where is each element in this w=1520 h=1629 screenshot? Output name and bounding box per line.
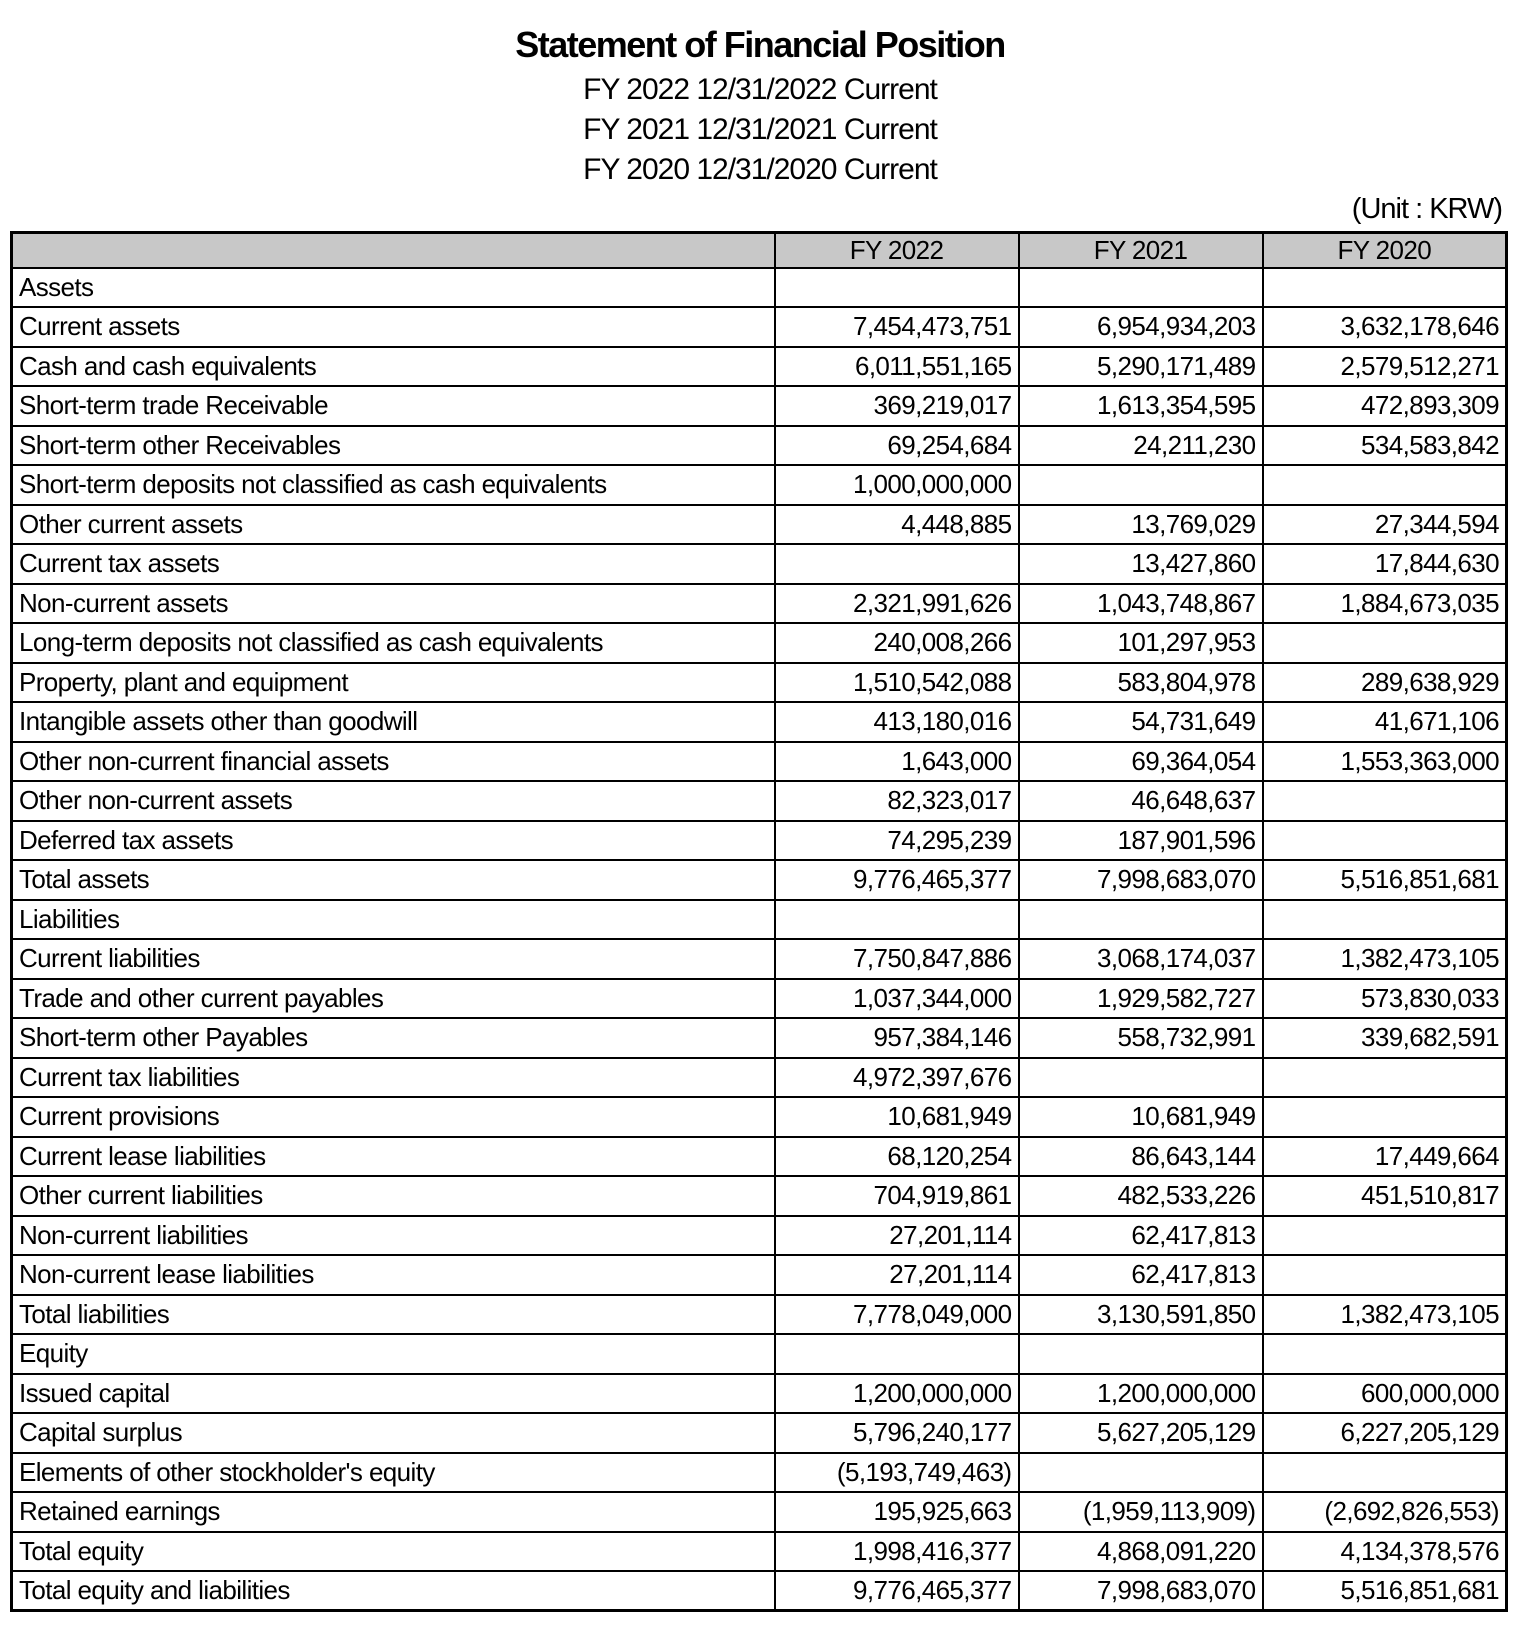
- value-fy2022: 957,384,146: [775, 1018, 1019, 1058]
- report-title: Statement of Financial Position: [515, 24, 1005, 65]
- row-label: Current tax liabilities: [12, 1058, 775, 1098]
- value-fy2022: 1,998,416,377: [775, 1532, 1019, 1572]
- row-label: Trade and other current payables: [12, 979, 775, 1019]
- table-header: [12, 233, 1507, 268]
- table-row: [12, 1097, 1507, 1137]
- table-row: [12, 1413, 1507, 1453]
- value-fy2022: 1,643,000: [775, 742, 1019, 782]
- value-fy2021: 4,868,091,220: [1019, 1532, 1263, 1572]
- value-fy2022: 4,448,885: [775, 505, 1019, 545]
- table-row: [12, 347, 1507, 387]
- value-fy2020: 41,671,106: [1263, 702, 1507, 742]
- table-row: [12, 1255, 1507, 1295]
- value-fy2020: 600,000,000: [1263, 1374, 1507, 1414]
- value-fy2020: [1263, 1453, 1507, 1493]
- table-row: [12, 821, 1507, 861]
- header-cell-label: [12, 233, 775, 268]
- value-fy2020: 17,449,664: [1263, 1137, 1507, 1177]
- value-fy2021: 1,613,354,595: [1019, 386, 1263, 426]
- table-row: [12, 584, 1507, 624]
- table-row: [12, 1492, 1507, 1532]
- row-label: Elements of other stockholder's equity: [12, 1453, 775, 1493]
- row-label: Current assets: [12, 307, 775, 347]
- value-fy2021: 24,211,230: [1019, 426, 1263, 466]
- value-fy2021: [1019, 1058, 1263, 1098]
- value-fy2021: 46,648,637: [1019, 781, 1263, 821]
- value-fy2022: 240,008,266: [775, 623, 1019, 663]
- value-fy2020: 4,134,378,576: [1263, 1532, 1507, 1572]
- value-fy2022: 74,295,239: [775, 821, 1019, 861]
- value-fy2020: [1263, 1255, 1507, 1295]
- value-fy2021: 1,043,748,867: [1019, 584, 1263, 624]
- value-fy2021: 101,297,953: [1019, 623, 1263, 663]
- row-label: Other current liabilities: [12, 1176, 775, 1216]
- row-label: Short-term other Receivables: [12, 426, 775, 466]
- value-fy2020: 5,516,851,681: [1263, 860, 1507, 900]
- table-row: [12, 1295, 1507, 1335]
- value-fy2022: 1,000,000,000: [775, 465, 1019, 505]
- value-fy2022: 7,454,473,751: [775, 307, 1019, 347]
- table-row: [12, 702, 1507, 742]
- row-label: Equity: [12, 1334, 775, 1374]
- value-fy2020: 17,844,630: [1263, 544, 1507, 584]
- value-fy2022: 1,510,542,088: [775, 663, 1019, 703]
- table-row: [12, 307, 1507, 347]
- table-row: [12, 386, 1507, 426]
- value-fy2021: 3,068,174,037: [1019, 939, 1263, 979]
- row-label: Long-term deposits not classified as cash equivalents: [12, 623, 775, 663]
- report-header: [0, 20, 1520, 190]
- value-fy2022: 413,180,016: [775, 702, 1019, 742]
- value-fy2022: 2,321,991,626: [775, 584, 1019, 624]
- row-label: Current tax assets: [12, 544, 775, 584]
- header-cell-fy2020: FY 2020: [1263, 233, 1507, 268]
- value-fy2020: [1263, 781, 1507, 821]
- value-fy2022: 9,776,465,377: [775, 860, 1019, 900]
- value-fy2021: 3,130,591,850: [1019, 1295, 1263, 1335]
- value-fy2022: 82,323,017: [775, 781, 1019, 821]
- row-label: Other non-current financial assets: [12, 742, 775, 782]
- value-fy2022: 10,681,949: [775, 1097, 1019, 1137]
- value-fy2020: 1,884,673,035: [1263, 584, 1507, 624]
- value-fy2022: (5,193,749,463): [775, 1453, 1019, 1493]
- value-fy2020: 534,583,842: [1263, 426, 1507, 466]
- value-fy2020: 1,553,363,000: [1263, 742, 1507, 782]
- value-fy2022: 6,011,551,165: [775, 347, 1019, 387]
- value-fy2022: 704,919,861: [775, 1176, 1019, 1216]
- value-fy2021: 10,681,949: [1019, 1097, 1263, 1137]
- value-fy2021: 482,533,226: [1019, 1176, 1263, 1216]
- table-row: [12, 1571, 1507, 1611]
- value-fy2022: 195,925,663: [775, 1492, 1019, 1532]
- row-label: Non-current liabilities: [12, 1216, 775, 1256]
- value-fy2022: 369,219,017: [775, 386, 1019, 426]
- value-fy2021: [1019, 465, 1263, 505]
- value-fy2020: [1263, 1058, 1507, 1098]
- row-label: Short-term other Payables: [12, 1018, 775, 1058]
- value-fy2021: 62,417,813: [1019, 1255, 1263, 1295]
- table-row: [12, 623, 1507, 663]
- row-label: Other non-current assets: [12, 781, 775, 821]
- row-label: Current provisions: [12, 1097, 775, 1137]
- table-row: [12, 268, 1507, 308]
- value-fy2022: 68,120,254: [775, 1137, 1019, 1177]
- value-fy2020: 339,682,591: [1263, 1018, 1507, 1058]
- value-fy2020: 5,516,851,681: [1263, 1571, 1507, 1611]
- row-label: Liabilities: [12, 900, 775, 940]
- value-fy2020: 27,344,594: [1263, 505, 1507, 545]
- value-fy2021: 54,731,649: [1019, 702, 1263, 742]
- value-fy2022: [775, 900, 1019, 940]
- period-line: FY 2021 12/31/2021 Current: [583, 113, 937, 146]
- table-row: [12, 939, 1507, 979]
- table-row: [12, 1334, 1507, 1374]
- table-row: [12, 979, 1507, 1019]
- value-fy2021: [1019, 268, 1263, 308]
- value-fy2021: 13,427,860: [1019, 544, 1263, 584]
- value-fy2021: [1019, 1453, 1263, 1493]
- row-label: Retained earnings: [12, 1492, 775, 1532]
- row-label: Issued capital: [12, 1374, 775, 1414]
- row-label: Current lease liabilities: [12, 1137, 775, 1177]
- value-fy2020: [1263, 623, 1507, 663]
- table-row: [12, 1216, 1507, 1256]
- table-row: [12, 781, 1507, 821]
- value-fy2020: 1,382,473,105: [1263, 939, 1507, 979]
- table-row: [12, 1137, 1507, 1177]
- table-row: [12, 900, 1507, 940]
- row-label: Short-term trade Receivable: [12, 386, 775, 426]
- value-fy2020: 6,227,205,129: [1263, 1413, 1507, 1453]
- table-row: [12, 1018, 1507, 1058]
- value-fy2020: [1263, 821, 1507, 861]
- value-fy2020: 3,632,178,646: [1263, 307, 1507, 347]
- value-fy2021: 1,200,000,000: [1019, 1374, 1263, 1414]
- row-label: Capital surplus: [12, 1413, 775, 1453]
- table-row: [12, 1176, 1507, 1216]
- value-fy2022: 27,201,114: [775, 1255, 1019, 1295]
- table-row: [12, 426, 1507, 466]
- value-fy2021: 69,364,054: [1019, 742, 1263, 782]
- table-row: [12, 1374, 1507, 1414]
- row-label: Assets: [12, 268, 775, 308]
- value-fy2021: 583,804,978: [1019, 663, 1263, 703]
- value-fy2020: [1263, 1097, 1507, 1137]
- value-fy2020: 2,579,512,271: [1263, 347, 1507, 387]
- value-fy2020: [1263, 1216, 1507, 1256]
- value-fy2021: 7,998,683,070: [1019, 1571, 1263, 1611]
- value-fy2021: [1019, 1334, 1263, 1374]
- value-fy2021: (1,959,113,909): [1019, 1492, 1263, 1532]
- value-fy2020: 1,382,473,105: [1263, 1295, 1507, 1335]
- unit-label: (Unit : KRW): [1351, 193, 1502, 225]
- value-fy2022: 1,037,344,000: [775, 979, 1019, 1019]
- value-fy2022: 4,972,397,676: [775, 1058, 1019, 1098]
- row-label: Other current assets: [12, 505, 775, 545]
- period-line: FY 2022 12/31/2022 Current: [583, 73, 937, 106]
- table-row: [12, 1532, 1507, 1572]
- row-label: Total assets: [12, 860, 775, 900]
- row-label: Total equity: [12, 1532, 775, 1572]
- value-fy2022: 69,254,684: [775, 426, 1019, 466]
- table-row: [12, 663, 1507, 703]
- value-fy2021: 187,901,596: [1019, 821, 1263, 861]
- row-label: Short-term deposits not classified as cash equivalents: [12, 465, 775, 505]
- period-line: FY 2020 12/31/2020 Current: [583, 153, 937, 186]
- table-row: [12, 860, 1507, 900]
- row-label: Non-current assets: [12, 584, 775, 624]
- row-label: Property, plant and equipment: [12, 663, 775, 703]
- value-fy2022: 9,776,465,377: [775, 1571, 1019, 1611]
- value-fy2020: 573,830,033: [1263, 979, 1507, 1019]
- value-fy2020: [1263, 900, 1507, 940]
- row-label: Non-current lease liabilities: [12, 1255, 775, 1295]
- header-row: [12, 233, 1507, 268]
- value-fy2021: 5,290,171,489: [1019, 347, 1263, 387]
- value-fy2021: 86,643,144: [1019, 1137, 1263, 1177]
- value-fy2020: 289,638,929: [1263, 663, 1507, 703]
- row-label: Deferred tax assets: [12, 821, 775, 861]
- row-label: Total liabilities: [12, 1295, 775, 1335]
- value-fy2021: 7,998,683,070: [1019, 860, 1263, 900]
- value-fy2022: [775, 1334, 1019, 1374]
- table-row: [12, 1058, 1507, 1098]
- value-fy2021: 5,627,205,129: [1019, 1413, 1263, 1453]
- table-row: [12, 465, 1507, 505]
- value-fy2021: 1,929,582,727: [1019, 979, 1263, 1019]
- value-fy2020: 472,893,309: [1263, 386, 1507, 426]
- row-label: Intangible assets other than goodwill: [12, 702, 775, 742]
- table-row: [12, 505, 1507, 545]
- table-row: [12, 1453, 1507, 1493]
- row-label: Current liabilities: [12, 939, 775, 979]
- value-fy2020: [1263, 1334, 1507, 1374]
- value-fy2022: 5,796,240,177: [775, 1413, 1019, 1453]
- header-cell-fy2022: FY 2022: [775, 233, 1019, 268]
- value-fy2020: (2,692,826,553): [1263, 1492, 1507, 1532]
- value-fy2022: 27,201,114: [775, 1216, 1019, 1256]
- table-row: [12, 544, 1507, 584]
- value-fy2022: 7,778,049,000: [775, 1295, 1019, 1335]
- row-label: Cash and cash equivalents: [12, 347, 775, 387]
- value-fy2021: [1019, 900, 1263, 940]
- value-fy2022: [775, 268, 1019, 308]
- value-fy2020: [1263, 268, 1507, 308]
- value-fy2021: 62,417,813: [1019, 1216, 1263, 1256]
- value-fy2022: [775, 544, 1019, 584]
- row-label: Total equity and liabilities: [12, 1571, 775, 1611]
- value-fy2020: 451,510,817: [1263, 1176, 1507, 1216]
- table-body: [12, 268, 1507, 1611]
- financial-position-table: [10, 231, 1508, 1612]
- header-cell-fy2021: FY 2021: [1019, 233, 1263, 268]
- value-fy2021: 558,732,991: [1019, 1018, 1263, 1058]
- value-fy2022: 7,750,847,886: [775, 939, 1019, 979]
- value-fy2020: [1263, 465, 1507, 505]
- value-fy2021: 6,954,934,203: [1019, 307, 1263, 347]
- value-fy2022: 1,200,000,000: [775, 1374, 1019, 1414]
- value-fy2021: 13,769,029: [1019, 505, 1263, 545]
- table-row: [12, 742, 1507, 782]
